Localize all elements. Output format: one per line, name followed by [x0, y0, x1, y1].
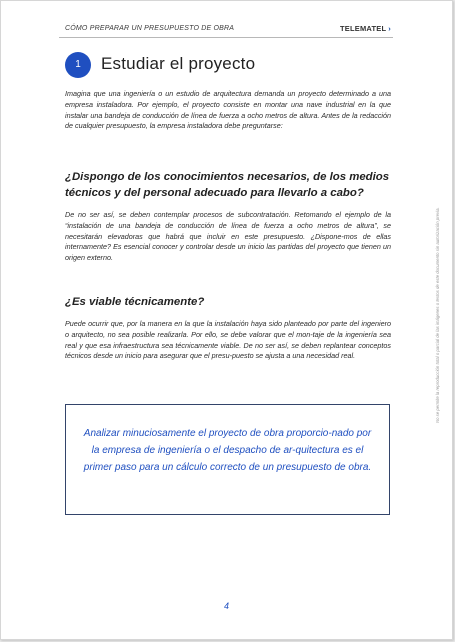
brand-logo	[340, 24, 391, 33]
section-title: Estudiar el proyecto	[101, 54, 256, 73]
header-title: CÓMO PREPARAR UN PRESUPUESTO DE OBRA	[65, 25, 235, 32]
intro-paragraph: Imagina que una ingeniería o un estudio de arquitectura demanda un proyecto determinado a una empresa instaladora. Por ejemplo, el proyecto consiste en montar una nave industrial en la que instalar una bandeja de conducción de línea de fuerza a ocho metros de altura. Antes de la redacción de cualquier presupuesto, la empresa instaladora debe preguntarse:	[65, 89, 391, 131]
brand-name: TELEMATEL	[340, 24, 387, 33]
page-number: 4	[224, 601, 230, 611]
header-divider	[59, 37, 393, 38]
chevron-right-icon: ›	[388, 24, 391, 33]
copyright-side-note: No se permite la reproducción total o parcial de las imágenes o textos de este documento sin autorización previa.	[435, 207, 440, 423]
highlight-callout-box	[65, 404, 390, 515]
question-body-resources: De no ser así, se deben contemplar procesos de subcontratación. Retomando el ejemplo de la “instalación de una bandeja de conducción de línea de fuerza a ocho metros de altura”, se necesitarán elevadoras que habrá que incluir en este presupuesto. ¿Dispone-mos de ellas internamente? Es esencial conocer y controlar desde un inicio las partidas del proyecto que tienen un origen externo.	[65, 210, 391, 263]
callout-text: Analizar minuciosamente el proyecto de obra proporcio-nado por la empresa de ingeniería o el despacho de ar-quitectura es el primer paso para un cálculo correcto de un presupuesto de obra.	[83, 428, 372, 473]
question-heading-resources: ¿Dispongo de los conocimientos necesarios, de los medios técnicos y del personal adecuado para llevarlo a cabo?	[65, 171, 390, 199]
question-heading-viability: ¿Es viable técnicamente?	[65, 296, 205, 308]
question-body-viability: Puede ocurrir que, por la manera en la que la instalación haya sido planteado por parte del ingeniero o arquitecto, no sea posible realizarla. Por ello, se debe valorar que el mon-taje de la ingeniería sea real y que esa infraestructura sea técnicamente viable. De no ser así, se deben replantear conceptos técnicos desde un inicio para asegurar que el presu-puesto se ajusta a una necesidad real.	[65, 319, 391, 361]
section-number-badge: 1	[65, 52, 91, 78]
